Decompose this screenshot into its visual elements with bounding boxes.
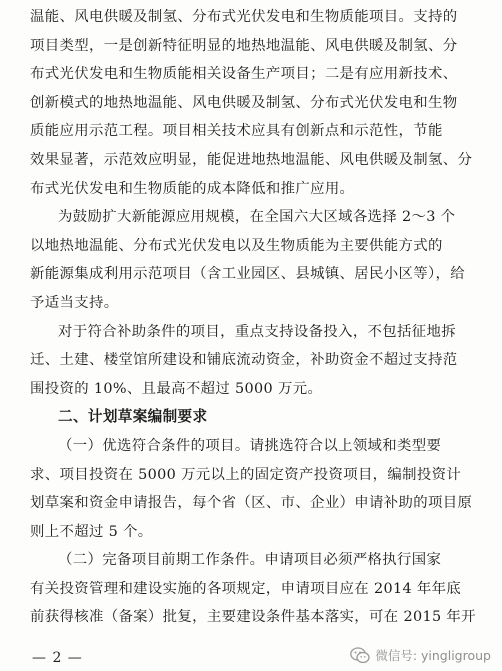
document-body	[30, 3, 478, 632]
text-line: 新能源集成利用示范项目（含工业园区、县城镇、居民小区等），给	[30, 266, 466, 283]
text-line: 有关投资管理和建设实施的各项规定，申请项目应在 2014 年年底	[30, 580, 462, 597]
text-line: 围投资的 10%、且最高不超过 5000 万元。	[30, 380, 323, 397]
text-line: 质能应用示范工程。项目相关技术应具有创新点和示范性，节能	[30, 123, 443, 140]
text-line: 布式光伏发电和生物质能相关设备生产项目；二是有应用新技术、	[30, 66, 458, 83]
text-line: 对于符合补助条件的项目，重点支持设备投入，不包括征地拆	[58, 323, 456, 340]
text-line: 则上不超过 5 个。	[30, 523, 153, 540]
watermark	[347, 645, 494, 665]
wechat-icon	[350, 647, 370, 664]
text-line: （一）优选符合条件的项目。请挑选符合以上领域和类型要	[58, 437, 442, 454]
text-line: 以地热地温能、分布式光伏发电以及生物质能为主要供能方式的	[30, 237, 443, 254]
watermark-text: 微信号: yingligroup	[375, 648, 491, 663]
section-heading: 二、计划草案编制要求	[58, 408, 208, 426]
text-line: 项目类型，一是创新特征明显的地热地温能、风电供暖及制氢、分	[30, 37, 458, 54]
text-line: 前获得核准（备案）批复，主要建设条件基本落实，可在 2015 年开	[30, 609, 476, 626]
text-line: 划草案和资金申请报告，每个省（区、市、企业）申请补助的项目原	[30, 495, 473, 512]
text-line: 效果显著，示范效应明显，能促进地热地温能、风电供暖及制氢、分	[30, 151, 473, 168]
text-line: 为鼓励扩大新能源应用规模，在全国六大区域各选择 2～3 个	[58, 209, 456, 226]
page-number: — 2 —	[32, 650, 83, 666]
text-line: 温能、风电供暖及制氢、分布式光伏发电和生物质能项目。支持的	[30, 9, 458, 25]
text-line: 求、项目投资在 5000 万元以上的固定资产投资项目，编制投资计	[30, 466, 462, 483]
text-line: 迁、土建、楼堂馆所建设和铺底流动资金，补助资金不超过支持范	[30, 352, 458, 369]
text-line: 布式光伏发电和生物质能的成本降低和推广应用。	[30, 180, 355, 197]
text-line: （二）完备项目前期工作条件。申请项目必须严格执行国家	[58, 552, 442, 569]
text-line: 予适当支持。	[30, 294, 119, 311]
text-line: 创新模式的地热地温能、风电供暖及制氢、分布式光伏发电和生物	[30, 94, 458, 111]
